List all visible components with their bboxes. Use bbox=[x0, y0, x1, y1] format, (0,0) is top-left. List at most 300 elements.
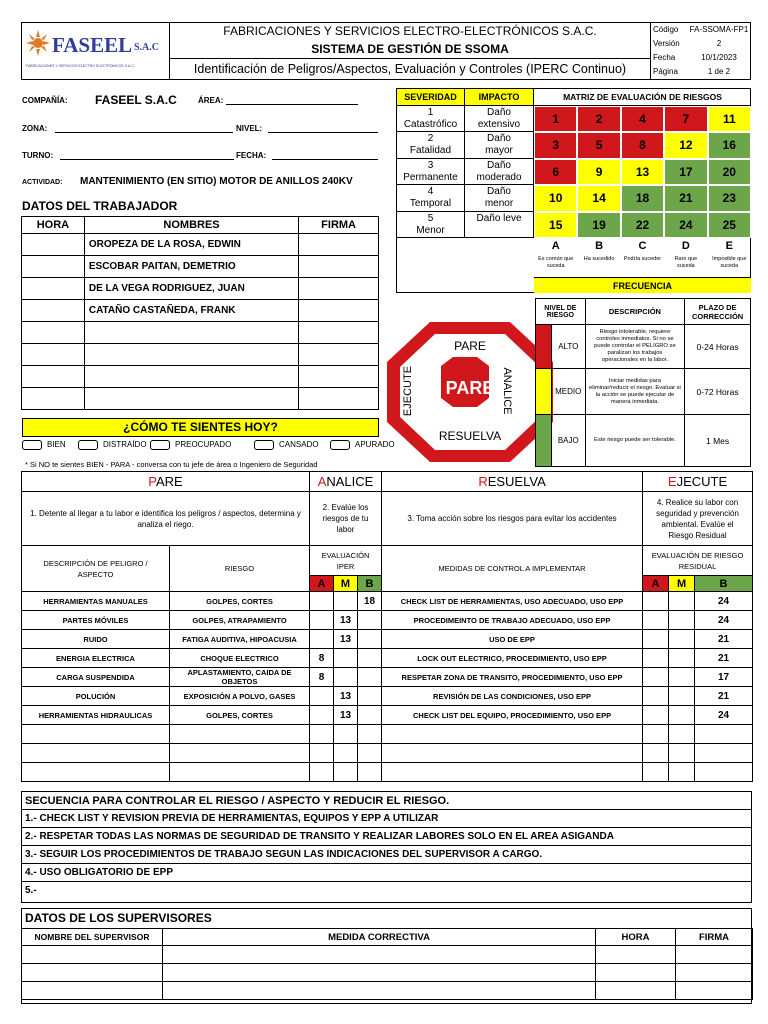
risk-matrix bbox=[396, 88, 751, 293]
control-measure[interactable]: CHECK LIST DEL EQUIPO, PROCEDIMIENTO, USO EPP bbox=[382, 706, 643, 725]
meta-label: Fecha bbox=[653, 53, 676, 62]
supervisor-hora-cell[interactable] bbox=[596, 964, 676, 982]
supervisor-medida-cell[interactable] bbox=[163, 982, 596, 1000]
residual-b-cell[interactable]: 21 bbox=[695, 630, 753, 649]
pare-step-cell: 1. Detente al llegar a tu labor e identifica los peligros / aspectos, determina y analiza el riego. bbox=[22, 492, 310, 546]
residual-a-cell[interactable] bbox=[643, 763, 669, 782]
matrix-value-cell: 6 bbox=[534, 159, 577, 185]
feeling-checkbox[interactable] bbox=[22, 440, 42, 450]
control-measure[interactable]: CHECK LIST DE HERRAMIENTAS, USO ADECUADO, USO EPP bbox=[382, 592, 643, 611]
impact-cell: Daño moderado bbox=[465, 159, 534, 185]
worker-row bbox=[22, 278, 379, 300]
pare-table bbox=[21, 471, 753, 782]
supervisor-name-cell[interactable] bbox=[22, 946, 163, 964]
risk-level-desc: Este riesgo puede ser tolerable. bbox=[585, 415, 684, 467]
worker-name-cell[interactable] bbox=[84, 322, 298, 344]
matrix-value-cell: 23 bbox=[708, 185, 751, 211]
frequency-letter: C bbox=[638, 240, 647, 252]
worker-hora-cell[interactable] bbox=[22, 300, 85, 322]
supervisors-section bbox=[21, 908, 752, 1004]
worker-firma-cell[interactable] bbox=[299, 322, 379, 344]
risk-level-name: BAJO bbox=[551, 415, 585, 467]
feeling-checkbox[interactable] bbox=[78, 440, 98, 450]
feeling-question: ¿CÓMO TE SIENTES HOY? bbox=[22, 418, 379, 437]
worker-name-cell[interactable]: OROPEZA DE LA ROSA, EDWIN bbox=[84, 234, 298, 256]
impact-cell: Daño extensivo bbox=[465, 106, 534, 132]
control-measure[interactable]: RESPETAR ZONA DE TRANSITO, PROCEDIMIENTO, USO EPP bbox=[382, 668, 643, 687]
hazard-description[interactable] bbox=[22, 744, 170, 763]
amb-header-cell: B bbox=[358, 576, 382, 592]
matrix-value-cell: 3 bbox=[534, 132, 577, 158]
pare-title-cell bbox=[22, 472, 310, 492]
residual-b-cell[interactable]: 24 bbox=[695, 592, 753, 611]
amb-header-cell: M bbox=[334, 576, 358, 592]
hazard-risk[interactable] bbox=[170, 744, 310, 763]
supervisor-header-medida: MEDIDA CORRECTIVA bbox=[163, 929, 596, 946]
stop-left-text: EJECUTE bbox=[402, 365, 414, 417]
frequency-description: Es común que suceda bbox=[538, 256, 574, 269]
header-riesgo: RIESGO bbox=[170, 546, 310, 592]
worker-hora-cell[interactable] bbox=[22, 234, 85, 256]
risk-level-name: ALTO bbox=[551, 325, 585, 369]
stop-right-text: ANALICE bbox=[501, 367, 513, 415]
risk-level-swatch bbox=[536, 369, 552, 415]
residual-b-cell[interactable] bbox=[695, 763, 753, 782]
compania-value[interactable]: FASEEL S.A.C bbox=[95, 93, 177, 107]
frequency-letter: E bbox=[725, 240, 733, 252]
hazard-row bbox=[22, 706, 753, 725]
iper-b-cell[interactable] bbox=[358, 725, 382, 744]
pare-title-row bbox=[22, 472, 753, 492]
stop-center-text: PARE bbox=[445, 378, 495, 398]
workers-title: DATOS DEL TRABAJADOR bbox=[22, 199, 178, 213]
supervisor-firma-cell[interactable] bbox=[676, 946, 753, 964]
iper-m-cell[interactable]: 13 bbox=[334, 630, 358, 649]
header-medidas: MEDIDAS DE CONTROL A IMPLEMENTAR bbox=[382, 546, 643, 592]
impact-cell: Daño menor bbox=[465, 185, 534, 211]
meta-label: Página bbox=[653, 67, 678, 76]
frequency-letter: B bbox=[595, 240, 604, 252]
worker-name-cell[interactable] bbox=[84, 344, 298, 366]
residual-a-cell[interactable] bbox=[643, 725, 669, 744]
iper-m-cell[interactable] bbox=[334, 649, 358, 668]
iper-a-cell[interactable] bbox=[310, 592, 334, 611]
worker-name-cell[interactable]: ESCOBAR PAITAN, DEMETRIO bbox=[84, 256, 298, 278]
worker-name-cell[interactable] bbox=[84, 388, 298, 410]
worker-firma-cell[interactable] bbox=[299, 300, 379, 322]
hazard-row bbox=[22, 744, 753, 763]
matrix-value-cell: 15 bbox=[534, 212, 577, 238]
hazard-description[interactable]: ENERGIA ELECTRICA bbox=[22, 649, 170, 668]
frequency-description: Imposible que suceda bbox=[712, 256, 747, 269]
worker-hora-cell[interactable] bbox=[22, 388, 85, 410]
feeling-option-label: CANSADO bbox=[279, 440, 319, 449]
hazard-risk[interactable]: APLASTAMIENTO, CAIDA DE OBJETOS bbox=[170, 668, 310, 687]
matrix-value-cell: 22 bbox=[621, 212, 664, 238]
iper-m-cell[interactable] bbox=[334, 725, 358, 744]
meta-row bbox=[651, 51, 751, 65]
pare-title-cell bbox=[310, 472, 382, 492]
workers-header-hora: HORA bbox=[22, 217, 85, 234]
sequence-item[interactable]: 1.- CHECK LIST Y REVISION PREVIA DE HERRAMIENTAS, EQUIPOS Y EPP A UTILIZAR bbox=[22, 810, 751, 828]
iper-a-cell[interactable] bbox=[310, 725, 334, 744]
matrix-value-cell: 9 bbox=[577, 159, 620, 185]
control-measure[interactable] bbox=[382, 725, 643, 744]
hazard-risk[interactable]: GOLPES, CORTES bbox=[170, 706, 310, 725]
iper-m-cell[interactable] bbox=[334, 592, 358, 611]
risk-level-row bbox=[536, 415, 751, 467]
severity-cell bbox=[397, 106, 465, 132]
amb-header-cell: B bbox=[695, 576, 753, 592]
impact-cell: Daño leve bbox=[465, 212, 534, 238]
matrix-value-cell: 16 bbox=[708, 132, 751, 158]
matrix-value-cell: 24 bbox=[664, 212, 707, 238]
zona-label: ZONA: bbox=[22, 124, 48, 133]
worker-firma-cell[interactable] bbox=[299, 256, 379, 278]
hazard-description[interactable]: CARGA SUSPENDIDA bbox=[22, 668, 170, 687]
iper-a-cell[interactable] bbox=[310, 763, 334, 782]
hazard-description[interactable]: PARTES MÓVILES bbox=[22, 611, 170, 630]
fecha-field[interactable] bbox=[272, 159, 378, 160]
document-subtitle: Identificación de Peligros/Aspectos, Evaluación y Controles (IPERC Continuo) bbox=[193, 62, 627, 76]
company-full-name: FABRICACIONES Y SERVICIOS ELECTRO-ELECTRÓNICOS S.A.C. bbox=[223, 24, 597, 38]
iper-b-cell[interactable] bbox=[358, 611, 382, 630]
residual-a-cell[interactable] bbox=[643, 744, 669, 763]
iper-m-cell[interactable] bbox=[334, 744, 358, 763]
iper-a-cell[interactable] bbox=[310, 630, 334, 649]
severity-name: Permanente bbox=[403, 171, 458, 183]
supervisor-header-firma: FIRMA bbox=[676, 929, 753, 946]
matrix-value-cell: 4 bbox=[621, 106, 664, 132]
residual-a-cell[interactable] bbox=[643, 668, 669, 687]
sequence-title: SECUENCIA PARA CONTROLAR EL RIESGO / ASPECTO Y REDUCIR EL RIESGO. bbox=[22, 792, 751, 810]
sequence-item[interactable]: 2.- RESPETAR TODAS LAS NORMAS DE SEGURIDAD DE TRANSITO Y REALIZAR LABORES SOLO EN EL AREA ASIGANDA bbox=[22, 828, 751, 846]
feeling-option-label: PREOCUPADO bbox=[175, 440, 232, 449]
hazard-description[interactable]: HERRAMIENTAS HIDRAULICAS bbox=[22, 706, 170, 725]
stop-bottom-text: RESUELVA bbox=[438, 429, 502, 443]
worker-row bbox=[22, 300, 379, 322]
hazard-risk[interactable]: FATIGA AUDITIVA, HIPOACUSIA bbox=[170, 630, 310, 649]
supervisor-firma-cell[interactable] bbox=[676, 964, 753, 982]
supervisor-name-cell[interactable] bbox=[22, 982, 163, 1000]
hazard-risk[interactable]: GOLPES, ATRAPAMIENTO bbox=[170, 611, 310, 630]
severity-cell bbox=[397, 185, 465, 211]
matrix-value-cell: 19 bbox=[577, 212, 620, 238]
iper-a-cell[interactable]: 8 bbox=[310, 649, 334, 668]
iper-b-cell[interactable] bbox=[358, 763, 382, 782]
amb-header-cell: A bbox=[310, 576, 334, 592]
logo-tagline: FABRICACIONES Y SERVICIOS ELECTRO ELECTRÓNICOS S.A.C. bbox=[26, 64, 135, 68]
hazard-description[interactable]: RUIDO bbox=[22, 630, 170, 649]
matrix-value-cell: 1 bbox=[534, 106, 577, 132]
residual-m-cell[interactable] bbox=[669, 744, 695, 763]
iper-m-cell[interactable]: 13 bbox=[334, 706, 358, 725]
hazard-risk[interactable]: CHOQUE ELECTRICO bbox=[170, 649, 310, 668]
pare-title-first-letter: E bbox=[667, 474, 677, 489]
supervisor-hora-cell[interactable] bbox=[596, 946, 676, 964]
matrix-value-cell: 10 bbox=[534, 185, 577, 211]
residual-b-cell[interactable] bbox=[695, 725, 753, 744]
supervisor-medida-cell[interactable] bbox=[163, 946, 596, 964]
risk-level-swatch bbox=[536, 415, 552, 467]
pare-title-cell bbox=[382, 472, 643, 492]
feeling-checkbox[interactable] bbox=[330, 440, 350, 450]
worker-hora-cell[interactable] bbox=[22, 366, 85, 388]
severity-name: Fatalidad bbox=[409, 145, 452, 157]
stop-top-text: PARE bbox=[454, 339, 486, 353]
nivel-field[interactable] bbox=[268, 132, 378, 133]
matrix-title: MATRIZ DE EVALUACIÓN DE RIESGOS bbox=[534, 89, 751, 106]
severity-cell bbox=[397, 132, 465, 158]
severity-number: 3 bbox=[427, 159, 434, 171]
supervisor-row bbox=[22, 946, 753, 964]
worker-row bbox=[22, 388, 379, 410]
residual-a-cell[interactable] bbox=[643, 687, 669, 706]
feeling-checkbox[interactable] bbox=[254, 440, 274, 450]
area-label: ÁREA: bbox=[198, 96, 224, 105]
severity-name: Temporal bbox=[409, 198, 452, 210]
worker-firma-cell[interactable] bbox=[299, 234, 379, 256]
pare-title-rest: ESUELVA bbox=[487, 474, 546, 489]
residual-a-cell[interactable] bbox=[643, 592, 669, 611]
document-meta bbox=[650, 23, 751, 79]
worker-hora-cell[interactable] bbox=[22, 256, 85, 278]
frequency-description: Podría suceder bbox=[623, 256, 662, 262]
pare-title-first-letter: A bbox=[317, 474, 327, 489]
pare-title-cell bbox=[643, 472, 753, 492]
supervisor-medida-cell[interactable] bbox=[163, 964, 596, 982]
sequence-item[interactable]: 3.- SEGUIR LOS PROCEDIMIENTOS DE TRABAJO SEGUN LAS INDICACIONES DEL SUPERVISOR A CARGO. bbox=[22, 846, 751, 864]
matrix-value-cell: 7 bbox=[664, 106, 707, 132]
matrix-value-cell: 14 bbox=[577, 185, 620, 211]
hazard-risk[interactable] bbox=[170, 725, 310, 744]
residual-m-cell[interactable] bbox=[669, 592, 695, 611]
matrix-value-cell: 17 bbox=[664, 159, 707, 185]
meta-value: FA-SSOMA-FP1 bbox=[689, 25, 749, 34]
severity-cell bbox=[397, 159, 465, 185]
workers-table bbox=[21, 216, 379, 410]
worker-row bbox=[22, 322, 379, 344]
meta-value: 10/1/2023 bbox=[701, 53, 737, 62]
control-measure[interactable]: LOCK OUT ELECTRICO, PROCEDIMIENTO, USO EPP bbox=[382, 649, 643, 668]
iper-b-cell[interactable] bbox=[358, 744, 382, 763]
matrix-value-cell: 21 bbox=[664, 185, 707, 211]
sequence-item[interactable]: 5.- bbox=[25, 885, 37, 896]
iper-b-cell[interactable] bbox=[358, 687, 382, 706]
residual-m-cell[interactable] bbox=[669, 611, 695, 630]
feeling-option-label: DISTRAÍDO bbox=[103, 440, 147, 449]
matrix-value-cell: 25 bbox=[708, 212, 751, 238]
workers-header-nombres: NOMBRES bbox=[84, 217, 298, 234]
matrix-value-cell: 20 bbox=[708, 159, 751, 185]
pare-step-cell: 3. Toma acción sobre los riesgos para evitar los accidentes bbox=[382, 492, 643, 546]
meta-row bbox=[651, 23, 751, 37]
control-measure[interactable]: USO DE EPP bbox=[382, 630, 643, 649]
hazard-row bbox=[22, 611, 753, 630]
control-measure[interactable]: PROCEDIMEINTO DE TRABAJO ADECUADO, USO EPP bbox=[382, 611, 643, 630]
level-header-desc: DESCRIPCIÓN bbox=[585, 299, 684, 325]
sequence-section bbox=[21, 791, 752, 903]
residual-m-cell[interactable] bbox=[669, 725, 695, 744]
feeling-note: * Si NO te sientes BIEN - PARA - conversa con tu jefe de área o Ingeniero de Seguridad bbox=[25, 460, 318, 469]
header-residual: EVALUACIÓN DE RIESGO RESIDUAL bbox=[643, 546, 753, 576]
meta-label: Versión bbox=[653, 39, 680, 48]
iper-a-cell[interactable]: 8 bbox=[310, 668, 334, 687]
residual-m-cell[interactable] bbox=[669, 649, 695, 668]
supervisor-header-hora: HORA bbox=[596, 929, 676, 946]
supervisor-row bbox=[22, 964, 753, 982]
iper-a-cell[interactable] bbox=[310, 744, 334, 763]
turno-field[interactable] bbox=[60, 159, 234, 160]
sun-logo-icon bbox=[26, 29, 50, 57]
worker-name-cell[interactable]: CATAÑO CASTAÑEDA, FRANK bbox=[84, 300, 298, 322]
risk-level-swatch bbox=[536, 325, 552, 369]
residual-a-cell[interactable] bbox=[643, 630, 669, 649]
residual-a-cell[interactable] bbox=[643, 611, 669, 630]
hazard-description[interactable] bbox=[22, 725, 170, 744]
meta-row bbox=[651, 65, 751, 79]
feeling-checkbox[interactable] bbox=[150, 440, 170, 450]
supervisor-hora-cell[interactable] bbox=[596, 982, 676, 1000]
worker-hora-cell[interactable] bbox=[22, 322, 85, 344]
sequence-item[interactable]: 4.- USO OBLIGATORIO DE EPP bbox=[22, 864, 751, 882]
hazard-description[interactable]: POLUCIÓN bbox=[22, 687, 170, 706]
logo-brand: FASEEL bbox=[52, 33, 133, 57]
meta-row bbox=[651, 37, 751, 51]
impacto-header: IMPACTO bbox=[465, 89, 534, 106]
worker-hora-cell[interactable] bbox=[22, 278, 85, 300]
residual-b-cell[interactable]: 24 bbox=[695, 611, 753, 630]
severity-cell bbox=[397, 212, 465, 238]
workers-header-firma: FIRMA bbox=[299, 217, 379, 234]
hazard-row bbox=[22, 668, 753, 687]
nivel-label: NIVEL: bbox=[236, 124, 263, 133]
matrix-value-cell: 5 bbox=[577, 132, 620, 158]
matrix-value-cell: 2 bbox=[577, 106, 620, 132]
residual-b-cell[interactable]: 24 bbox=[695, 706, 753, 725]
residual-a-cell[interactable] bbox=[643, 706, 669, 725]
supervisor-header-name: NOMBRE DEL SUPERVISOR bbox=[22, 929, 163, 946]
residual-m-cell[interactable] bbox=[669, 706, 695, 725]
iper-b-cell[interactable]: 18 bbox=[358, 592, 382, 611]
pare-title-first-letter: R bbox=[478, 474, 488, 489]
supervisor-firma-cell[interactable] bbox=[676, 982, 753, 1000]
iper-b-cell[interactable] bbox=[358, 706, 382, 725]
iper-a-cell[interactable] bbox=[310, 706, 334, 725]
worker-firma-cell[interactable] bbox=[299, 366, 379, 388]
iper-b-cell[interactable] bbox=[358, 649, 382, 668]
iper-m-cell[interactable]: 13 bbox=[334, 687, 358, 706]
hazard-risk[interactable] bbox=[170, 763, 310, 782]
worker-firma-cell[interactable] bbox=[299, 388, 379, 410]
hazard-risk[interactable]: GOLPES, CORTES bbox=[170, 592, 310, 611]
iper-b-cell[interactable] bbox=[358, 668, 382, 687]
iper-m-cell[interactable] bbox=[334, 668, 358, 687]
header-evaluacion: EVALUACIÓN IPER bbox=[310, 546, 382, 576]
residual-b-cell[interactable]: 17 bbox=[695, 668, 753, 687]
residual-b-cell[interactable]: 21 bbox=[695, 687, 753, 706]
residual-b-cell[interactable]: 21 bbox=[695, 649, 753, 668]
level-header-nivel: NIVEL DE RIESGO bbox=[536, 299, 586, 325]
meta-value: 2 bbox=[716, 39, 722, 48]
feeling-option-label: APURADO bbox=[355, 440, 395, 449]
worker-row bbox=[22, 256, 379, 278]
severidad-header: SEVERIDAD bbox=[397, 89, 465, 106]
worker-row bbox=[22, 366, 379, 388]
matrix-value-cell: 11 bbox=[708, 106, 751, 132]
severity-number: 1 bbox=[427, 107, 434, 118]
iper-m-cell[interactable]: 13 bbox=[334, 611, 358, 630]
control-measure[interactable] bbox=[382, 744, 643, 763]
supervisor-name-cell[interactable] bbox=[22, 964, 163, 982]
pare-column-header-row bbox=[22, 546, 753, 576]
risk-level-name: MEDIO bbox=[551, 369, 585, 415]
risk-level-row bbox=[536, 369, 751, 415]
residual-m-cell[interactable] bbox=[669, 668, 695, 687]
residual-b-cell[interactable] bbox=[695, 744, 753, 763]
pare-step-row bbox=[22, 492, 753, 546]
hazard-row bbox=[22, 687, 753, 706]
zona-field[interactable] bbox=[55, 132, 233, 133]
matrix-value-cell: 13 bbox=[621, 159, 664, 185]
frequency-letter: A bbox=[551, 240, 560, 252]
actividad-label: ACTIVIDAD: bbox=[22, 179, 63, 186]
worker-firma-cell[interactable] bbox=[299, 278, 379, 300]
pare-step-cell: 4. Realice su labor con seguridad y prevención ambiental. Evalúe el Riesgo Residual bbox=[643, 492, 753, 546]
iper-b-cell[interactable] bbox=[358, 630, 382, 649]
actividad-value[interactable]: MANTENIMIENTO (EN SITIO) MOTOR DE ANILLOS 240KV bbox=[80, 176, 353, 187]
severity-number: 4 bbox=[427, 186, 434, 198]
risk-level-term: 1 Mes bbox=[685, 415, 751, 467]
header-peligro: DESCRIPCIÓN DE PELIGRO / ASPECTO bbox=[22, 546, 170, 592]
supervisors-title: DATOS DE LOS SUPERVISORES bbox=[25, 911, 212, 925]
worker-row bbox=[22, 344, 379, 366]
severity-name: Catastrófico bbox=[403, 119, 458, 130]
severity-name: Menor bbox=[416, 224, 445, 236]
worker-name-cell[interactable] bbox=[84, 366, 298, 388]
worker-hora-cell[interactable] bbox=[22, 344, 85, 366]
severity-number: 2 bbox=[427, 133, 434, 145]
risk-level-row bbox=[536, 325, 751, 369]
fecha-label: FECHA: bbox=[236, 151, 267, 160]
frequency-description: Ha sucedido bbox=[583, 256, 615, 262]
residual-a-cell[interactable] bbox=[643, 649, 669, 668]
residual-m-cell[interactable] bbox=[669, 763, 695, 782]
risk-level-term: 0-72 Horas bbox=[685, 369, 751, 415]
residual-m-cell[interactable] bbox=[669, 687, 695, 706]
worker-name-cell[interactable]: DE LA VEGA RODRIGUEZ, JUAN bbox=[84, 278, 298, 300]
area-field[interactable] bbox=[226, 104, 358, 105]
worker-firma-cell[interactable] bbox=[299, 344, 379, 366]
pare-title-rest: ARE bbox=[156, 474, 183, 489]
hazard-description[interactable] bbox=[22, 763, 170, 782]
hazard-description[interactable]: HERRAMIENTAS MANUALES bbox=[22, 592, 170, 611]
turno-label: TURNO: bbox=[22, 151, 54, 160]
pare-title-first-letter: P bbox=[148, 474, 156, 489]
hazard-risk[interactable]: EXPOSICIÓN A POLVO, GASES bbox=[170, 687, 310, 706]
hazard-row bbox=[22, 763, 753, 782]
pare-title-rest: NALICE bbox=[326, 474, 374, 489]
company-logo bbox=[22, 23, 170, 79]
compania-label: COMPAÑÍA: bbox=[22, 96, 68, 105]
control-measure[interactable]: REVISIÓN DE LAS CONDICIONES, USO EPP bbox=[382, 687, 643, 706]
control-measure[interactable] bbox=[382, 763, 643, 782]
hazard-row bbox=[22, 725, 753, 744]
residual-m-cell[interactable] bbox=[669, 630, 695, 649]
iper-a-cell[interactable] bbox=[310, 687, 334, 706]
iper-a-cell[interactable] bbox=[310, 611, 334, 630]
iper-m-cell[interactable] bbox=[334, 763, 358, 782]
